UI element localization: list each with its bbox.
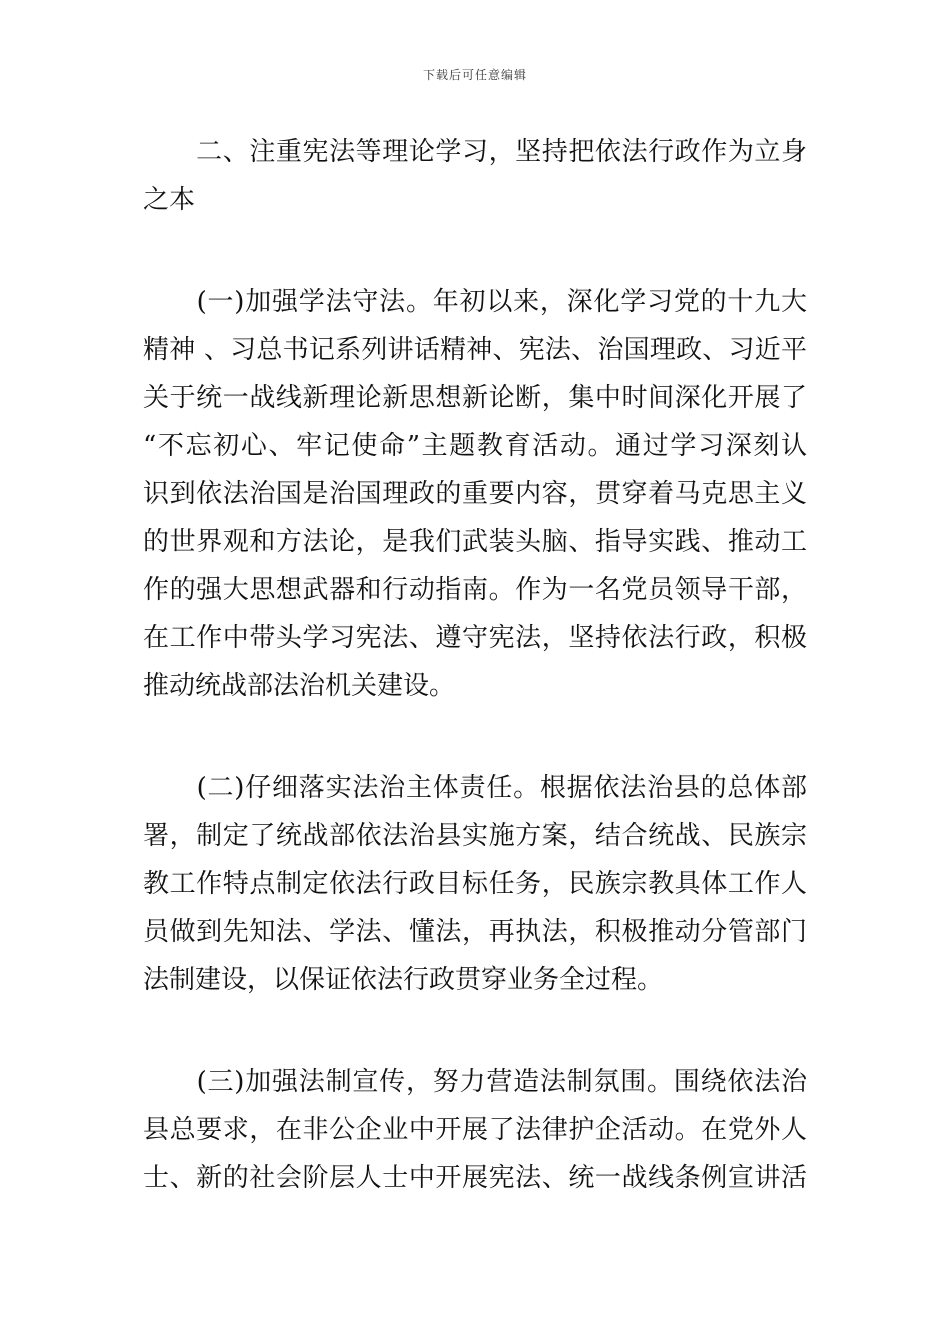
section-heading bbox=[143, 128, 807, 224]
text-line: (二)仔细落实法治主体责任。根据依法治县的总体部 bbox=[143, 773, 807, 803]
text-line: 县总要求，在非公企业中开展了法律护企活动。在党外人 bbox=[143, 1115, 807, 1145]
text-line: 员做到先知法、学法、懂法，再执法，积极推动分管部门 bbox=[143, 917, 807, 947]
text-line: “不忘初心、牢记使命”主题教育活动。通过学习深刻认 bbox=[143, 431, 807, 461]
text-line: (一)加强学法守法。年初以来，深化学习党的十九大 bbox=[143, 287, 807, 317]
text-line: 二、注重宪法等理论学习，坚持把依法行政作为立身 bbox=[143, 137, 807, 167]
paragraph-2 bbox=[143, 764, 807, 1004]
text-line: 的世界观和方法论，是我们武装头脑、指导实践、推动工 bbox=[143, 527, 807, 557]
paragraph-3 bbox=[143, 1058, 807, 1202]
document-body bbox=[143, 128, 807, 1202]
header-note: 下载后可任意编辑 bbox=[422, 68, 527, 82]
text-line: 在工作中带头学习宪法、遵守宪法，坚持依法行政，积极 bbox=[143, 623, 807, 653]
text-line: 关于统一战线新理论新思想新论断，集中时间深化开展了 bbox=[143, 383, 807, 413]
text-line: 法制建设，以保证依法行政贯穿业务全过程。 bbox=[143, 965, 664, 995]
text-line: 教工作特点制定依法行政目标任务，民族宗教具体工作人 bbox=[143, 869, 807, 899]
paragraph-1 bbox=[143, 278, 807, 710]
text-line: (三)加强法制宣传，努力营造法制氛围。围绕依法治 bbox=[143, 1067, 807, 1097]
text-line: 之本 bbox=[143, 185, 196, 215]
text-line: 署，制定了统战部依法治县实施方案，结合统战、民族宗 bbox=[143, 821, 807, 851]
text-line: 士、新的社会阶层人士中开展宪法、统一战线条例宣讲活 bbox=[143, 1163, 807, 1193]
text-line: 推动统战部法治机关建设。 bbox=[143, 671, 456, 701]
text-line: 作的强大思想武器和行动指南。作为一名党员领导干部， bbox=[143, 575, 807, 605]
text-line: 识到依法治国是治国理政的重要内容，贯穿着马克思主义 bbox=[143, 479, 807, 509]
text-line: 精神 、习总书记系列讲话精神、宪法、治国理政、习近平 bbox=[143, 335, 807, 365]
